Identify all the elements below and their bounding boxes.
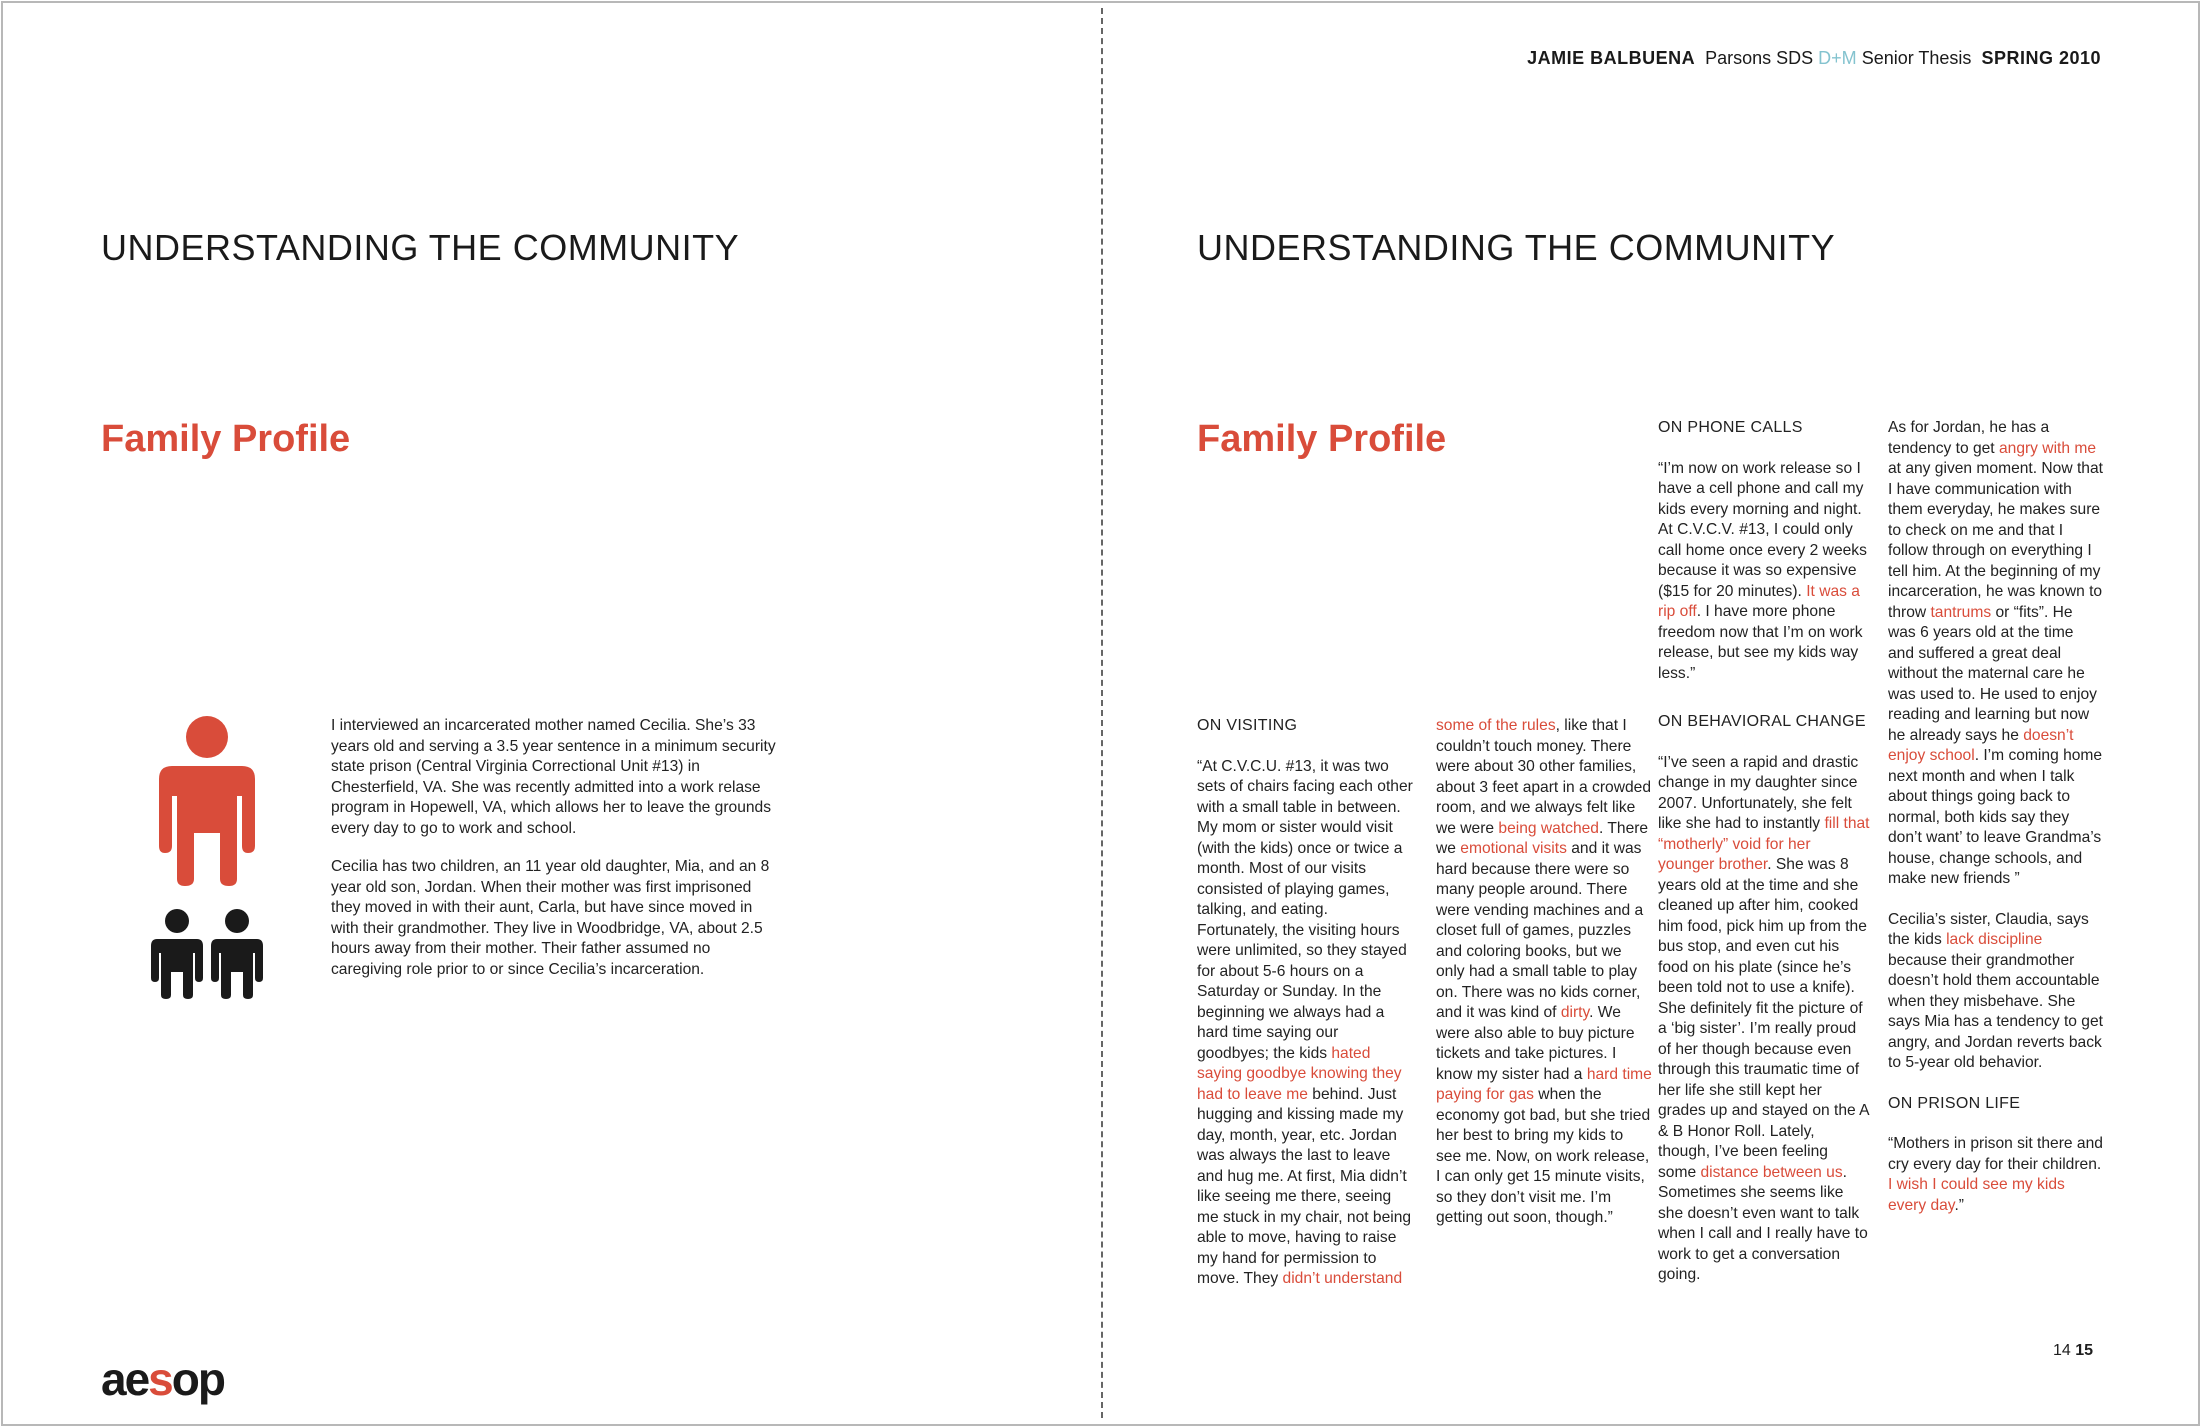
visiting-heading: ON VISITING xyxy=(1197,717,1298,734)
left-profile-title: Family Profile xyxy=(101,418,351,460)
page-fold-divider xyxy=(1101,8,1103,1418)
visiting-text: “At C.V.C.U. #13, it was two sets of chairs facing each other with a small table in between. My mom or sister would visit (with the kids) once or twice a month. Most of our visits consisted of playing games, talking, and eating. Fortunately, the visiting hours were unlimited, so they stayed for about 5-6 hours on a Saturday or Sunday. In the beginning we always had a hard time saying our goodbyes; the kids hated saying goodbye knowing they had to leave me behind. Just hugging and kissing made my day, month, year, etc. Jordan was always the last to leave and hug me. At first, Mia didn’t like seeing me there, seeing me stuck in my chair, not being able to move, having to raise my hand for permission to move. They didn’t understand some of the rules, like that I couldn’t touch money. There were about 30 other families, about 3 feet apart in a crowded room, and we always felt like we were being watched. There we emotional visits and it was hard because there were so many people around. There were vending machines and a closet full of games, puzzles and coloring books, but we only had a small table to play on. There was no kids corner, and it was kind of dirty. We were also able to buy picture tickets and take pictures. I know my sister had a hard time paying for gas when the economy got bad, but she tried her best to bring my kids to see me. Now, on work release, I can only get 15 minute visits, so they don’t visit me. I’m getting out soon, though.” xyxy=(1197,717,1652,1287)
phone-behavior-column xyxy=(1658,418,1870,1306)
phone-heading: ON PHONE CALLS xyxy=(1658,419,1803,436)
jordan-text: As for Jordan, he has a tendency to get angry with me at any given moment. Now that I have communication with them everyday, he makes sure to check on me and that I follow through on everything I tell him. At the beginning of my incarceration, he was known to throw tantrums or “fits”. He was 6 years old at the time and suffered a great deal without the maternal care he was used to. He used to enjoy reading and learning but now he already says he doesn’t enjoy school. I’m coming home next month and when I talk about things going back to normal, both kids say they don’t want’ to leave Grandma’s house, change schools, and make new friends ” xyxy=(1888,419,2103,887)
running-header xyxy=(1527,48,2101,69)
mother-figure-icon xyxy=(158,716,256,886)
claudia-text: Cecilia’s sister, Claudia, says the kids lack discipline because their grandmother doesn’t hold them accountable when they misbehave. She says Mia has a tendency to get angry, and Jordan reverts back to 5-year old behavior. xyxy=(1888,910,2103,1071)
phone-text: “I’m now on work release so I have a cell phone and call my kids every morning and night. At C.V.C.V. #13, I could only call home once every 2 weeks because it was so expensive ($15 for 20 minutes). It was a rip off. I have more phone freedom now that I’m on work release, but see my kids way less.” xyxy=(1658,459,1867,682)
intro-paragraph-1: I interviewed an incarcerated mother named Cecilia. She’s 33 years old and serving a 3.5 year sentence in a minimum security state prison (Central Virginia Correctional Unit #13) in Chesterfield, VA. She was recently admitted into a work relase program in Hopewell, VA, which allows her to leave the grounds every day to go to work and school. xyxy=(331,717,776,837)
header-thesis: Senior Thesis xyxy=(1861,48,1972,68)
page-numbers xyxy=(2053,1342,2093,1360)
header-program: D+M xyxy=(1818,48,1857,68)
header-author: JAMIE BALBUENA xyxy=(1527,48,1696,68)
right-section-title: UNDERSTANDING THE COMMUNITY xyxy=(1197,227,1836,268)
intro-text xyxy=(331,716,783,998)
jordan-prison-column xyxy=(1888,418,2103,1236)
visiting-section xyxy=(1197,716,1652,1296)
left-section-title: UNDERSTANDING THE COMMUNITY xyxy=(101,227,740,268)
page-number-left: 14 xyxy=(2052,1342,2071,1359)
children-figures-icon xyxy=(150,908,264,1000)
intro-paragraph-2: Cecilia has two children, an 11 year old daughter, Mia, and an 8 year old son, Jordan. When their mother was first imprisoned they moved in with their aunt, Carla, but have since moved in with their grandmother. They live in Woodbridge, VA, about 2.5 hours away from their mother. Their father assumed no caregiving role prior to or since Cecilia’s incarceration. xyxy=(331,858,770,978)
prison-text: “Mothers in prison sit there and cry every day for their children. I wish I could see my kids every day.” xyxy=(1888,1135,2103,1214)
aesop-logo: aesop xyxy=(101,1353,224,1405)
behavior-text: “I’ve seen a rapid and drastic change in my daughter since 2007. Unfortunately, she felt like she had to instantly fill that “motherly” void for her younger brother. She was 8 years old at the time and she cleaned up after him, cooked him food, pick him up from the bus stop, and even cut his food on his plate (since he’s been told not to use a knife). She definitely fit the picture of a ‘big sister’. I’m really proud of her though because even through this traumatic time of her life she still kept her grades up and stayed on the A & B Honor Roll. Lately, though, I’ve been feeling some distance between us. Sometimes she seems like she doesn’t even want to talk when I call and I really have to work to get a conversation going. xyxy=(1658,753,1870,1283)
header-school: Parsons SDS xyxy=(1705,48,1814,68)
behavior-heading: ON BEHAVIORAL CHANGE xyxy=(1658,713,1866,730)
page-number-right: 15 xyxy=(2075,1342,2093,1359)
prison-heading: ON PRISON LIFE xyxy=(1888,1094,2021,1112)
header-term: SPRING 2010 xyxy=(1981,48,2101,68)
right-profile-title: Family Profile xyxy=(1197,418,1447,460)
